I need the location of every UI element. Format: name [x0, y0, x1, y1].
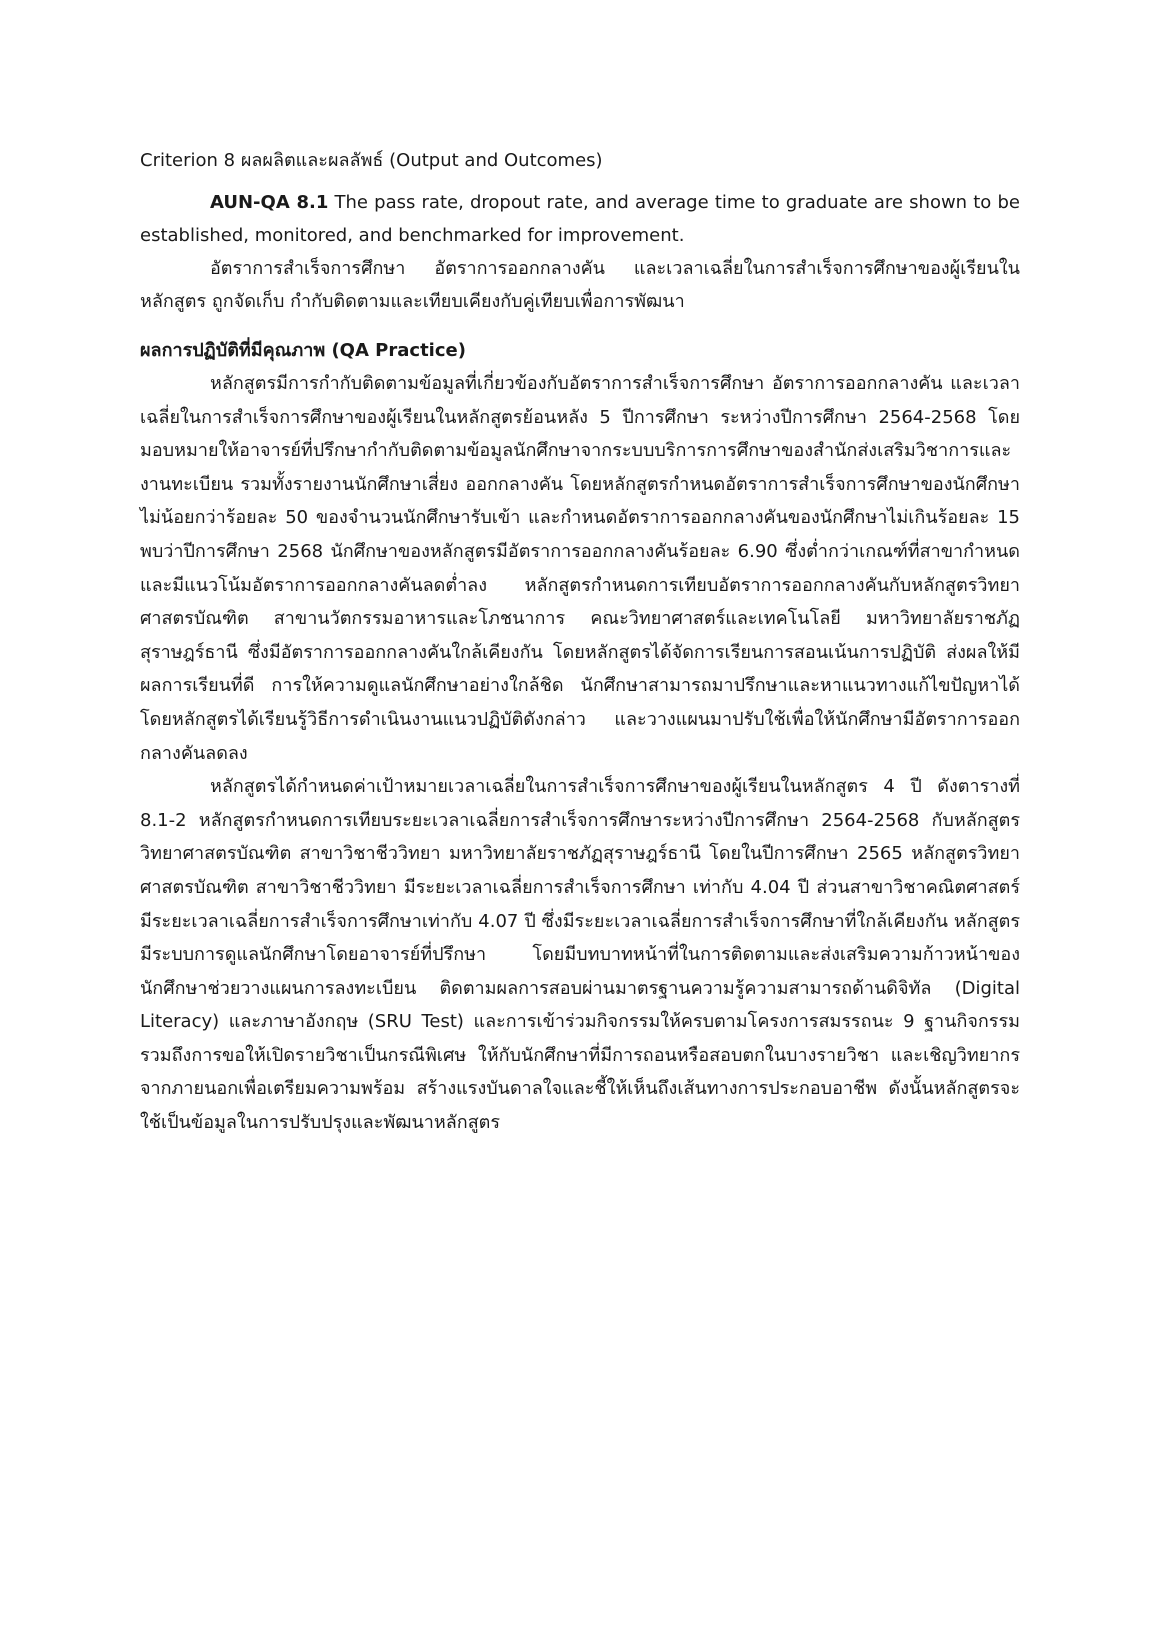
criterion-heading: Criterion 8 ผลผลิตและผลลัพธ์ (Output and Outcomes) — [140, 150, 603, 171]
aun-statement — [140, 186, 1020, 252]
qa-practice-paragraph-2: หลักสูตรได้กำหนดค่าเป้าหมายเวลาเฉลี่ยในการสำเร็จการศึกษาของผู้เรียนในหลักสูตร 4 ปี ดังตารางที่ 8.1-2 หลักสูตรกำหนดการเทียบระยะเวลาเฉลี่ยการสำเร็จการศึกษาระหว่างปีการศึกษา 2564-2568 กับหลักสูตรวิทยาศาสตรบัณฑิต สาขาวิชาชีววิทยา มหาวิทยาลัยราชภัฏสุราษฎร์ธานี โดยในปีการศึกษา 2565 หลักสูตรวิทยาศาสตรบัณฑิต สาขาวิชาชีววิทยา มีระยะเวลาเฉลี่ยการสำเร็จการศึกษา เท่ากับ 4.04 ปี ส่วนสาขาวิชาคณิตศาสตร์ มีระยะเวลาเฉลี่ยการสำเร็จการศึกษาเท่ากับ 4.07 ปี ซึ่งมีระยะเวลาเฉลี่ยการสำเร็จการศึกษาที่ใกล้เคียงกัน หลักสูตรมีระบบการดูแลนักศึกษาโดยอาจารย์ที่ปรึกษา โดยมีบทบาทหน้าที่ในการติดตามและส่งเสริมความก้าวหน้าของนักศึกษาช่วยวางแผนการลงทะเบียน ติดตามผลการสอบผ่านมาตรฐานความรู้ความสามารถด้านดิจิทัล (Digital Literacy) และภาษาอังกฤษ (SRU Test) และการเข้าร่วมกิจกรรมให้ครบตามโครงการสมรรถนะ 9 ฐานกิจกรรม รวมถึงการขอให้เปิดรายวิชาเป็นกรณีพิเศษ ให้กับนักศึกษาที่มีการถอนหรือสอบตกในบางรายวิชา และเชิญวิทยากรจากภายนอกเพื่อเตรียมความพร้อม สร้างแรงบันดาลใจและชี้ให้เห็นถึงเส้นทางการประกอบอาชีพ ดังนั้นหลักสูตรจะใช้เป็นข้อมูลในการปรับปรุงและพัฒนาหลักสูตร — [140, 776, 1020, 1134]
aun-thai-text: อัตราการสำเร็จการศึกษา อัตราการออกกลางคัน และเวลาเฉลี่ยในการสำเร็จการศึกษาของผู้เรียนในหลักสูตร ถูกจัดเก็บ กำกับติดตามและเทียบเคียงกับคู่เทียบเพื่อการพัฒนา — [140, 258, 1020, 312]
aun-code: AUN-QA 8.1 — [210, 192, 329, 213]
qa-practice-heading: ผลการปฏิบัติที่มีคุณภาพ (QA Practice) — [140, 340, 466, 361]
aun-english-text: The pass rate, dropout rate, and average time to graduate are shown to be established, monitored, and benchmarked for improvement. — [140, 192, 1020, 246]
document-page — [140, 146, 1020, 1140]
qa-practice-paragraph-1: หลักสูตรมีการกำกับติดตามข้อมูลที่เกี่ยวข้องกับอัตราการสำเร็จการศึกษา อัตราการออกกลางคัน และเวลาเฉลี่ยในการสำเร็จการศึกษาของผู้เรียนในหลักสูตรย้อนหลัง 5 ปีการศึกษา ระหว่างปีการศึกษา 2564-2568 โดยมอบหมายให้อาจารย์ที่ปรึกษากำกับติดตามข้อมูลนักศึกษาจากระบบบริการการศึกษาของสำนักส่งเสริมวิชาการและงานทะเบียน รวมทั้งรายงานนักศึกษาเสี่ยง ออกกลางคัน โดยหลักสูตรกำหนดอัตราการสำเร็จการศึกษาของนักศึกษาไม่น้อยกว่าร้อยละ 50 ของจำนวนนักศึกษารับเข้า และกำหนดอัตราการออกกลางคันของนักศึกษาไม่เกินร้อยละ 15 พบว่าปีการศึกษา 2568 นักศึกษาของหลักสูตรมีอัตราการออกกลางคันร้อยละ 6.90 ซึ่งต่ำกว่าเกณฑ์ที่สาขากำหนด และมีแนวโน้มอัตราการออกกลางคันลดต่ำลง หลักสูตรกำหนดการเทียบอัตราการออกกลางคันกับหลักสูตรวิทยาศาสตรบัณฑิต สาขานวัตกรรมอาหารและโภชนาการ คณะวิทยาศาสตร์และเทคโนโลยี มหาวิทยาลัยราชภัฏสุราษฎร์ธานี ซึ่งมีอัตราการออกกลางคันใกล้เคียงกัน โดยหลักสูตรได้จัดการเรียนการสอนเน้นการปฏิบัติ ส่งผลให้มีผลการเรียนที่ดี การให้ความดูแลนักศึกษาอย่างใกล้ชิด นักศึกษาสามารถมาปรึกษาและหาแนวทางแก้ไขปัญหาได้ โดยหลักสูตรได้เรียนรู้วิธีการดำเนินงานแนวปฏิบัติดังกล่าว และวางแผนมาปรับใช้เพื่อให้นักศึกษามีอัตราการออกกลางคันลดลง — [140, 373, 1020, 764]
